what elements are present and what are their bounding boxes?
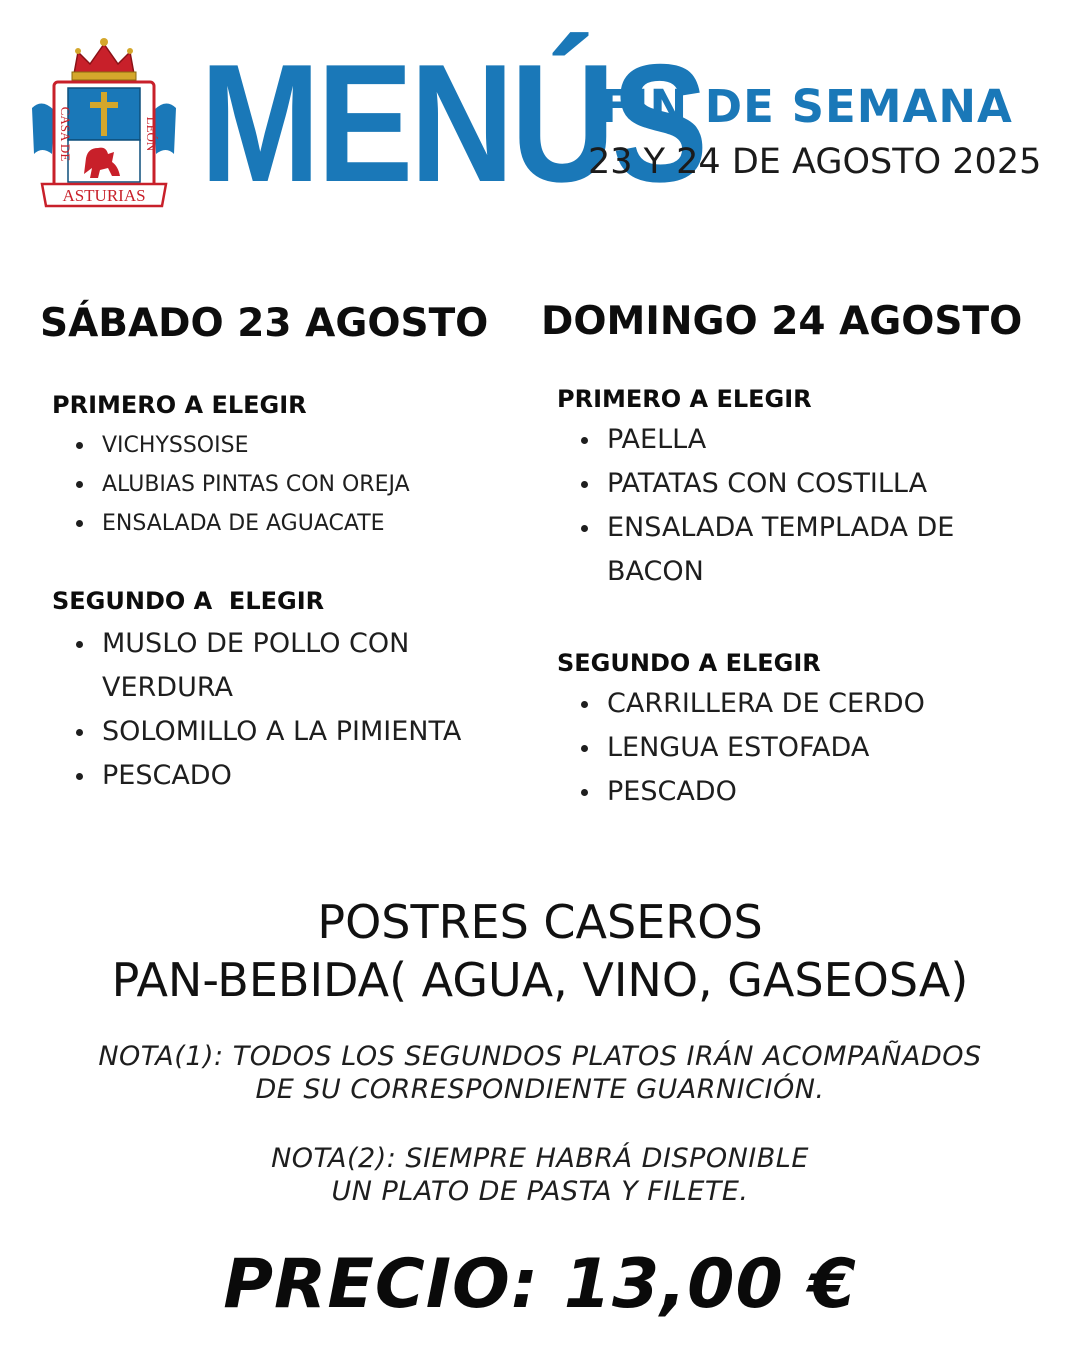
list-item: ENSALADA TEMPLADA DE BACON (575, 506, 997, 594)
list-item: ENSALADA DE AGUACATE (70, 504, 410, 543)
saturday-segundo-list (70, 622, 462, 798)
list-item: PATATAS CON COSTILLA (575, 462, 997, 506)
list-item: PESCADO (575, 770, 925, 814)
sunday-title: DOMINGO 24 AGOSTO (541, 299, 1023, 344)
list-item: LENGUA ESTOFADA (575, 726, 925, 770)
bebida-line: PAN-BEBIDA( AGUA, VINO, GASEOSA) (111, 953, 969, 1007)
header-dates: 23 Y 24 DE AGOSTO 2025 (588, 142, 1042, 182)
sunday-segundo-list (575, 682, 925, 814)
list-item: CARRILLERA DE CERDO (575, 682, 925, 726)
list-item: SOLOMILLO A LA PIMIENTA (70, 710, 462, 754)
list-item: VICHYSSOISE (70, 426, 410, 465)
postres-line: POSTRES CASEROS (317, 895, 763, 949)
page-title: MENÚS (200, 29, 705, 217)
saturday-primero-heading: PRIMERO A ELEGIR (52, 391, 307, 419)
price: PRECIO: 13,00 € (223, 1245, 857, 1324)
sunday-segundo-heading: SEGUNDO A ELEGIR (557, 649, 821, 677)
sunday-primero-list (575, 418, 997, 594)
nota-2-line-1: NOTA(2): SIEMPRE HABRÁ DISPONIBLE (271, 1143, 809, 1174)
logo-banner-text: ASTURIAS (62, 186, 146, 205)
subtitle: FIN DE SEMANA (600, 80, 1013, 133)
list-item: PAELLA (575, 418, 997, 462)
victory-cross-shield (68, 88, 140, 140)
logo-left-text: CASA DE (58, 106, 73, 162)
nota-1-line-2: DE SU CORRESPONDIENTE GUARNICIÓN. (255, 1074, 825, 1105)
saturday-title: SÁBADO 23 AGOSTO (40, 301, 489, 346)
nota-1 (0, 1040, 1080, 1106)
sunday-primero-heading: PRIMERO A ELEGIR (557, 385, 812, 413)
nota-1-line-1: NOTA(1): TODOS LOS SEGUNDOS PLATOS IRÁN ACOMPAÑADOS (98, 1041, 982, 1072)
lion-icon (68, 140, 140, 182)
list-item: PESCADO (70, 754, 462, 798)
list-item: ALUBIAS PINTAS CON OREJA (70, 465, 410, 504)
nota-2-line-2: UN PLATO DE PASTA Y FILETE. (331, 1176, 749, 1207)
casa-asturias-leon-coat-of-arms (28, 34, 180, 214)
saturday-segundo-heading: SEGUNDO A ELEGIR (52, 587, 325, 615)
logo-right-text: LEÓN (144, 116, 159, 152)
saturday-primero-list (70, 426, 410, 543)
crown-icon (72, 38, 136, 80)
nota-2 (0, 1142, 1080, 1208)
list-item: MUSLO DE POLLO CON VERDURA (70, 622, 462, 710)
